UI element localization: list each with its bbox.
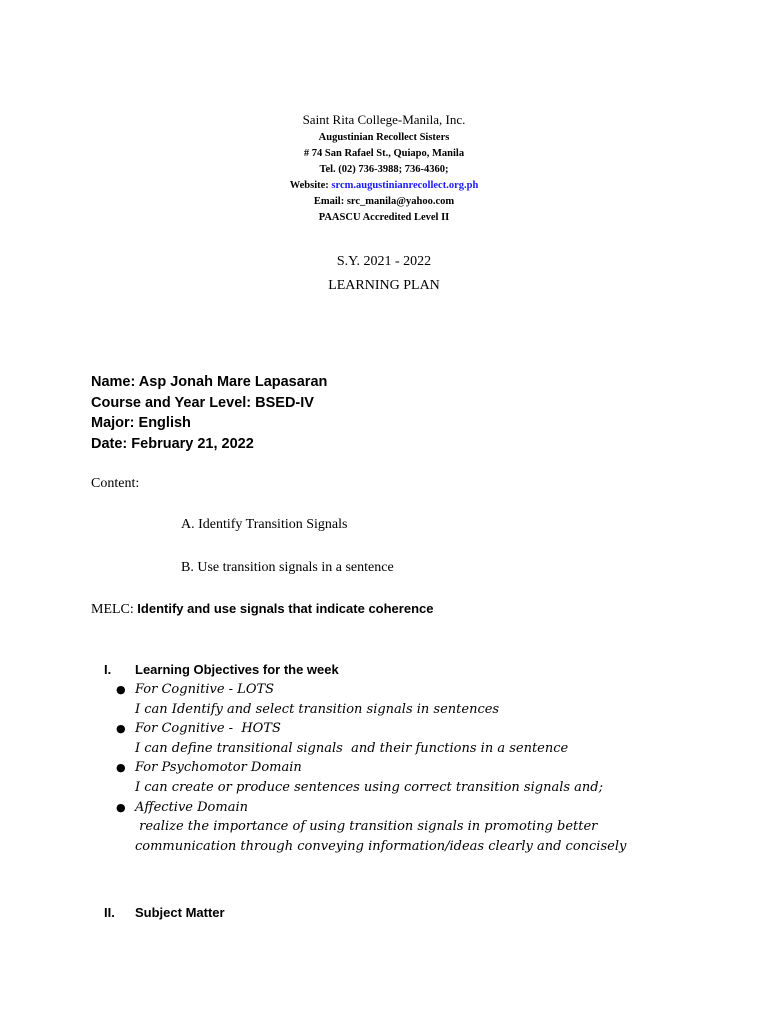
objective-title: Affective Domain xyxy=(135,799,248,815)
school-website xyxy=(0,178,768,194)
objective-title: For Cognitive - LOTS xyxy=(135,682,275,697)
accreditation: PAASCU Accredited Level II xyxy=(318,212,450,223)
school-telephone: Tel. (02) 736-3988; 736-4360; xyxy=(319,164,449,175)
objective-text: I can Identify and select transition signals in sentences xyxy=(135,701,500,717)
section-title: Learning Objectives for the week xyxy=(135,662,339,677)
objective-text: I can create or produce sentences using correct transition signals and; xyxy=(135,779,603,795)
section-number: II. xyxy=(104,905,115,920)
website-label: Website: xyxy=(289,180,332,191)
objective-text: I can define transitional signals and their functions in a sentence xyxy=(135,740,569,756)
objective-title: For Cognitive - HOTS xyxy=(135,721,281,737)
school-email: Email: src_manila@yahoo.com xyxy=(313,196,455,207)
section-heading xyxy=(104,660,724,680)
melc-label: MELC: xyxy=(91,602,138,617)
bullet-icon: ● xyxy=(116,800,126,814)
objective-title: For Psychomotor Domain xyxy=(135,760,302,776)
learning-objectives-section xyxy=(104,660,724,856)
congregation: Augustinian Recollect Sisters xyxy=(318,132,450,143)
objective-item xyxy=(104,680,724,719)
document-title: LEARNING PLAN xyxy=(328,278,440,293)
title-block xyxy=(0,250,768,298)
objective-text-continued: communication through conveying information/ideas clearly and concisely xyxy=(135,838,627,854)
objective-item xyxy=(104,719,724,758)
content-item-a: A. Identify Transition Signals xyxy=(181,517,348,532)
objective-item xyxy=(104,758,724,797)
date: Date: February 21, 2022 xyxy=(91,435,254,452)
objective-item xyxy=(104,798,724,857)
section-number: I. xyxy=(104,662,112,677)
school-address: # 74 San Rafael St., Quiapo, Manila xyxy=(303,148,465,159)
bullet-icon: ● xyxy=(116,761,126,775)
melc-line xyxy=(91,601,433,618)
section-title: Subject Matter xyxy=(135,905,225,920)
bullet-icon: ● xyxy=(116,683,126,696)
major: Major: English xyxy=(91,415,191,431)
course-year-level: Course and Year Level: BSED-IV xyxy=(91,394,314,411)
student-info xyxy=(91,372,327,454)
student-name: Name: Asp Jonah Mare Lapasaran xyxy=(91,374,328,390)
school-name: Saint Rita College-Manila, Inc. xyxy=(302,112,466,127)
school-year: S.Y. 2021 - 2022 xyxy=(336,254,432,269)
objective-text: realize the importance of using transition signals in promoting better xyxy=(135,819,598,835)
website-link[interactable]: srcm.augustinianrecollect.org.ph xyxy=(331,180,479,191)
subject-matter-heading xyxy=(104,903,225,923)
school-header xyxy=(0,112,768,226)
content-item-b: B. Use transition signals in a sentence xyxy=(181,560,394,575)
bullet-icon: ● xyxy=(116,722,126,736)
melc-text: Identify and use signals that indicate coherence xyxy=(137,601,434,616)
content-label: Content: xyxy=(91,476,140,491)
